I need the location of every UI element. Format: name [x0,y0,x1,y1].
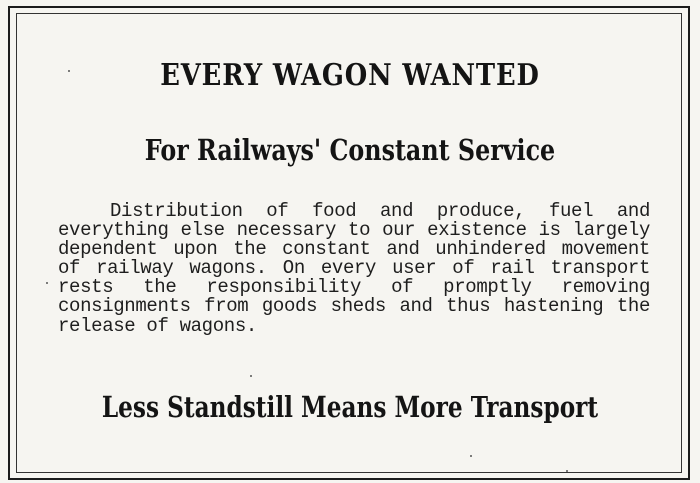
ad-footer-slogan: Less Standstill Means More Transport [101,390,599,424]
print-speck [566,470,568,472]
print-speck [68,70,70,72]
ad-subheadline: For Railways' Constant Service [144,133,556,167]
print-speck [46,282,48,284]
ad-headline: EVERY WAGON WANTED [160,58,540,93]
print-speck [470,455,472,457]
ad-body-paragraph: Distribution of food and produce, fuel and everything else necessary to our existence is largely dependent upon the constant and unhindered movement of railway wagons. On every user of rail transport rests the responsibility of promptly removing consignments from goods sheds and thus hastening the release of wagons. [58,200,650,337]
print-speck [250,375,252,377]
